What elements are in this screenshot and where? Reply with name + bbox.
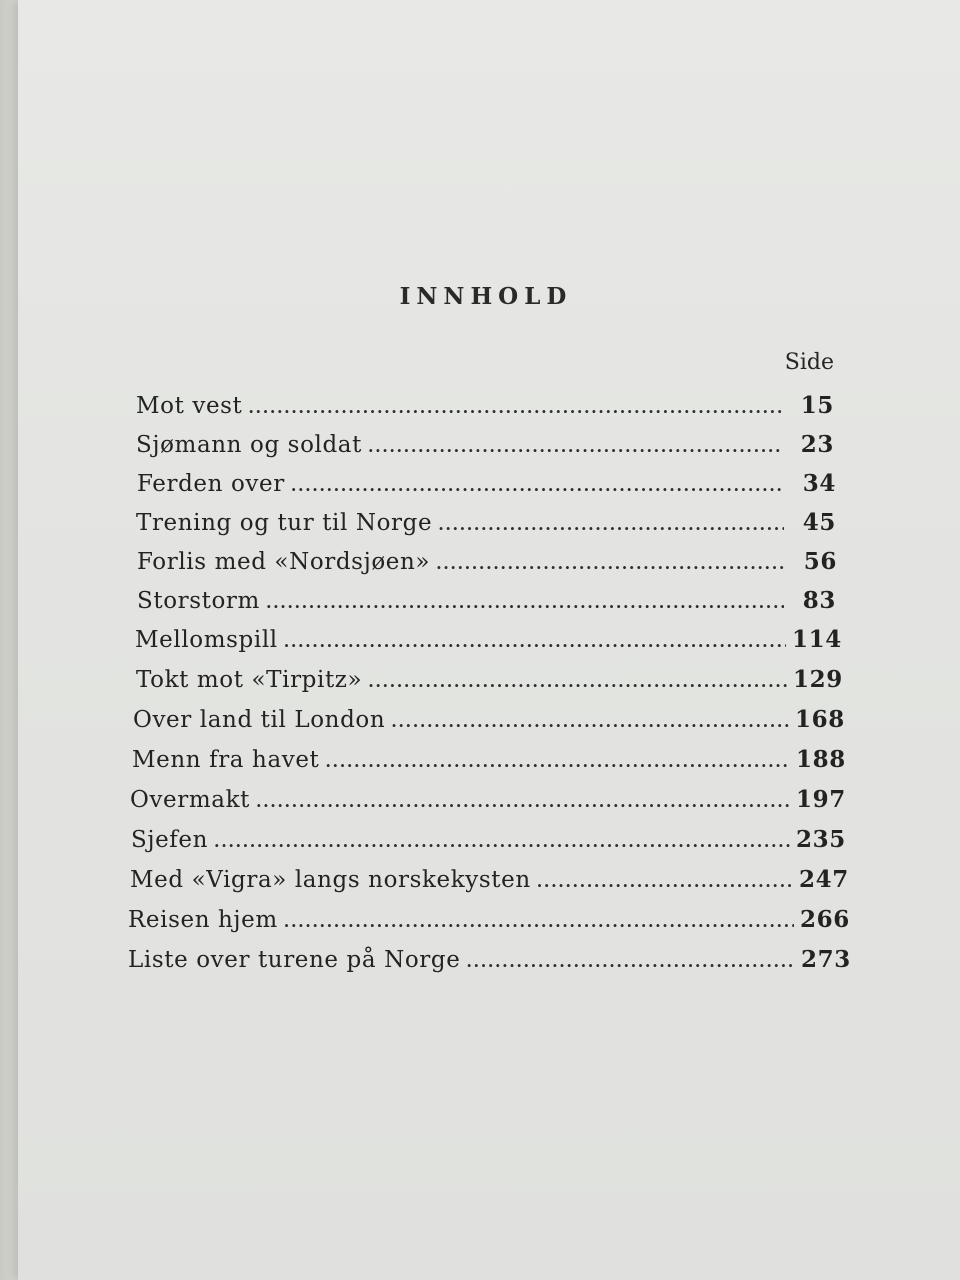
toc-entry-title: Trening og tur til Norge: [136, 510, 433, 536]
toc-entry-title: Forlis med «Nordsjøen»: [137, 549, 431, 575]
toc-entry-title: Reisen hjem: [128, 907, 278, 933]
toc-entry-page: 247: [799, 866, 849, 893]
toc-entry-title: Tokt mot «Tirpitz»: [136, 667, 363, 693]
toc-entry-page: 114: [792, 626, 842, 653]
toc-entry: [132, 746, 846, 780]
dot-leader: [466, 952, 795, 971]
toc-entry-page: 168: [795, 706, 845, 733]
toc-entry-page: 34: [802, 470, 836, 497]
toc-entry: [130, 786, 846, 820]
dot-leader: [266, 593, 784, 612]
dot-leader: [284, 632, 786, 651]
toc-entry: [137, 548, 837, 582]
toc-entry-page: 15: [800, 392, 834, 419]
toc-entry-title: Sjømann og soldat: [136, 432, 362, 458]
toc-entry: [128, 906, 850, 940]
dot-leader: [537, 872, 793, 891]
toc-entry-page: 23: [800, 431, 834, 458]
toc-entry-title: Over land til London: [133, 707, 386, 733]
toc-entry-title: Overmakt: [130, 787, 250, 813]
dot-leader: [368, 437, 782, 456]
dot-leader: [291, 476, 784, 495]
toc-entry: [137, 470, 836, 504]
toc-entry: [130, 866, 849, 900]
dot-leader: [436, 554, 785, 573]
toc-entry: [136, 392, 834, 426]
toc-entry-title: Storstorm: [137, 588, 260, 614]
toc-entry-title: Sjefen: [131, 827, 209, 853]
toc-entry-title: Liste over turene på Norge: [128, 947, 461, 973]
toc-entry: [136, 431, 834, 465]
toc-entry-page: 83: [802, 587, 836, 614]
toc-entry: [133, 706, 845, 740]
toc-entry-page: 197: [796, 786, 846, 813]
toc-entry-page: 56: [803, 548, 837, 575]
toc-entry-page: 273: [801, 946, 851, 973]
toc-entry-title: Menn fra havet: [132, 747, 320, 773]
dot-leader: [256, 792, 790, 811]
toc-entry: [131, 826, 846, 860]
toc-entry: [128, 946, 851, 980]
toc-entry-title: Mellomspill: [135, 627, 278, 653]
dot-leader: [391, 712, 789, 731]
dot-leader: [284, 912, 794, 931]
toc-entry: [136, 509, 836, 543]
toc-entry-title: Mot vest: [136, 393, 243, 419]
toc-entry-page: 188: [796, 746, 846, 773]
dot-leader: [438, 515, 784, 534]
toc-entry-page: 45: [802, 509, 836, 536]
toc-entry-page: 235: [796, 826, 846, 853]
toc-entry-page: 266: [800, 906, 850, 933]
page-column-label: Side: [784, 350, 834, 375]
dot-leader: [214, 832, 790, 851]
dot-leader: [325, 752, 790, 771]
toc-entry: [136, 666, 843, 700]
dot-leader: [368, 672, 787, 691]
toc-entry: [135, 626, 842, 660]
toc-entry: [137, 587, 836, 621]
toc-entry-page: 129: [793, 666, 843, 693]
page-title: INNHOLD: [399, 283, 573, 310]
dot-leader: [248, 398, 782, 417]
toc-entry-title: Ferden over: [137, 471, 285, 497]
toc-entry-title: Med «Vigra» langs norskekysten: [130, 867, 531, 893]
